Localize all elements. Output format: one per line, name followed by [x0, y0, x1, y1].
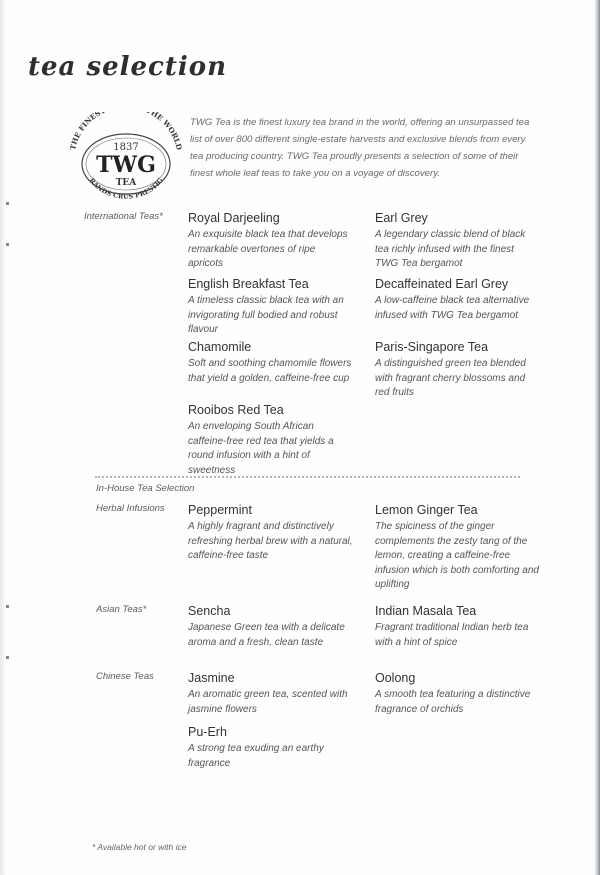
tea-item	[375, 340, 540, 401]
scan-mark	[6, 656, 9, 659]
logo-brand: TWG	[96, 152, 156, 178]
tea-item	[375, 211, 540, 272]
scan-mark	[6, 243, 9, 246]
tea-description: An enveloping South African caffeine-free red tea that yields a round infusion with a hint of sweetness	[188, 421, 334, 476]
logo-bottom-arc: RANDS CRUS PRESTIG	[87, 176, 165, 201]
tea-description: Fragrant traditional Indian herb tea with a hint of spice	[375, 622, 529, 648]
tea-description: Japanese Green tea with a delicate aroma and a fresh, clean taste	[188, 622, 345, 648]
scan-mark	[6, 605, 9, 608]
tea-item	[188, 604, 353, 650]
twg-logo	[66, 112, 186, 212]
tea-description: A smooth tea featuring a distinctive fragrance of orchids	[375, 689, 531, 715]
tea-description: A low-caffeine black tea alternative infused with TWG Tea bergamot	[375, 295, 530, 321]
intro-text: TWG Tea is the finest luxury tea brand in the world, offering an unsurpassed tea list of over 800 different single-estate harvests and exclusive blends from every tea producing country. TWG Tea proudly presents a selection of some of their finest whole leaf teas to take you on a voyage of discovery.	[190, 117, 530, 179]
logo-top-arc: THE FINES HE WORLD	[68, 112, 184, 151]
tea-item	[375, 277, 540, 323]
page-left-edge	[0, 0, 6, 875]
tea-item	[188, 340, 353, 386]
tea-description: A strong tea exuding an earthy fragrance	[188, 743, 324, 769]
tea-name: Jasmine	[188, 671, 235, 685]
tea-item	[188, 277, 353, 338]
tea-description: A legendary classic blend of black tea richly infused with the finest TWG Tea bergamot	[375, 229, 526, 269]
tea-description: An exquisite black tea that develops remarkable overtones of ripe apricots	[188, 229, 348, 269]
scan-mark	[6, 202, 9, 205]
tea-name: Oolong	[375, 671, 416, 685]
category-chinese: Chinese Teas	[96, 671, 154, 682]
tea-name: Peppermint	[188, 503, 252, 517]
category-inhouse: In-House Tea Selection	[96, 483, 195, 494]
tea-description: Soft and soothing chamomile flowers that yield a golden, caffeine-free cup	[188, 358, 352, 384]
tea-description: A highly fragrant and distinctively refreshing herbal brew with a natural, caffeine-free taste	[188, 521, 353, 561]
tea-name: Rooibos Red Tea	[188, 403, 284, 417]
tea-description: A distinguished green tea blended with fragrant cherry blossoms and red fruits	[375, 358, 526, 398]
tea-name: English Breakfast Tea	[188, 277, 309, 291]
page-right-edge	[594, 0, 600, 875]
tea-name: Chamomile	[188, 340, 252, 354]
section-divider	[95, 476, 520, 478]
tea-item	[375, 671, 540, 717]
tea-name: Earl Grey	[375, 211, 428, 225]
logo-year: 1837	[113, 142, 139, 153]
tea-item	[375, 604, 540, 650]
tea-item	[188, 725, 353, 771]
tea-item	[375, 503, 540, 593]
tea-name: Paris-Singapore Tea	[375, 340, 489, 354]
footnote: * Available hot or with ice	[92, 842, 187, 852]
tea-description: A timeless classic black tea with an invigorating full bodied and robust flavour	[188, 295, 344, 335]
tea-description: An aromatic green tea, scented with jasmine flowers	[188, 689, 348, 715]
tea-item	[188, 211, 353, 272]
tea-name: Lemon Ginger Tea	[375, 503, 478, 517]
category-asian: Asian Teas*	[96, 604, 147, 615]
tea-name: Decaffeinated Earl Grey	[375, 277, 509, 291]
logo-sub: TEA	[115, 178, 137, 188]
tea-name: Indian Masala Tea	[375, 604, 477, 618]
tea-name: Royal Darjeeling	[188, 211, 280, 225]
tea-name: Sencha	[188, 604, 231, 618]
tea-name: Pu-Erh	[188, 725, 227, 739]
tea-item	[188, 503, 353, 564]
category-international: International Teas*	[84, 211, 163, 222]
tea-item	[188, 403, 353, 478]
page-title: tea selection	[28, 52, 228, 82]
category-herbal: Herbal Infusions	[96, 503, 165, 514]
tea-item	[188, 671, 353, 717]
tea-description: The spiciness of the ginger complements the zesty tang of the lemon, creating a caffeine-free infusion which is both comforting and uplifting	[375, 521, 539, 590]
